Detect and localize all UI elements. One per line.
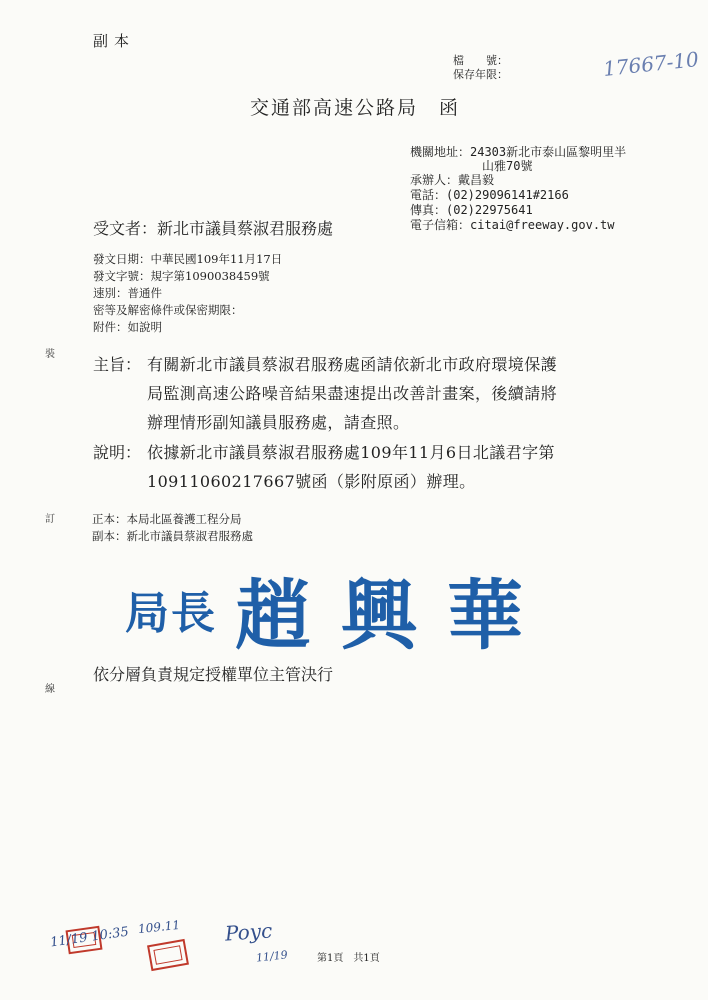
subject-line: 局監測高速公路噪音結果盡速提出改善計畫案，後續請將	[147, 384, 558, 403]
address-line-1: 機關地址：24303新北市泰山區黎明里半	[410, 145, 627, 159]
phone: 電話：(02)29096141#2166	[410, 188, 569, 202]
director-title: 局長	[125, 588, 217, 639]
secrecy-level: 密等及解密條件或保密期限：	[93, 303, 243, 317]
retention-label: 保存年限：	[453, 68, 508, 81]
address-line-2: 山雅70號	[482, 159, 533, 173]
email: 電子信箱：citai@freeway.gov.tw	[410, 218, 615, 232]
delivery-speed: 速別：普通件	[93, 286, 162, 300]
issue-date: 發文日期：中華民國109年11月17日	[93, 252, 283, 266]
document-number: 發文字號：規字第1090038459號	[93, 269, 270, 283]
binding-mark-top: 裝	[45, 349, 55, 360]
explanation-line: 10911060217667號函（影附原函）辦理。	[147, 472, 476, 491]
approval-stamp-icon	[149, 941, 186, 969]
page-info: 第1頁 共1頁	[317, 953, 380, 964]
approval-stamp	[147, 939, 189, 971]
binding-mark-bottom: 線	[45, 684, 55, 695]
handwritten-signature: Poyc	[224, 918, 273, 946]
director-name: 趙興華	[235, 571, 553, 660]
file-number-label: 檔 號：	[453, 54, 508, 67]
handwritten-receipt-time: 11/19 10:35	[49, 924, 130, 951]
explanation-label: 說明：	[93, 443, 142, 462]
subject-line: 辦理情形副知議員服務處，請查照。	[147, 413, 410, 432]
handler: 承辦人：戴昌毅	[410, 173, 495, 187]
original-recipient: 正本：本局北區養護工程分局	[92, 512, 242, 526]
copy-recipient: 副本：新北市議員蔡淑君服務處	[92, 529, 253, 543]
document-title: 交通部高速公路局 函	[250, 97, 461, 119]
copy-mark: 副本	[93, 32, 136, 50]
attachment: 附件：如說明	[93, 320, 162, 334]
explanation-line: 依據新北市議員蔡淑君服務處109年11月6日北議君字第	[147, 443, 555, 462]
authority-note: 依分層負責規定授權單位主管決行	[93, 665, 334, 684]
handwritten-number: 17667-10	[602, 47, 700, 81]
subject-line: 有關新北市議員蔡淑君服務處函請依新北市政府環境保護	[147, 355, 558, 374]
binding-mark-middle: 訂	[45, 514, 55, 525]
recipient: 受文者：新北市議員蔡淑君服務處	[93, 219, 334, 238]
handwritten-date: 109.11	[137, 917, 181, 937]
fax: 傳真：(02)22975641	[410, 203, 533, 217]
handwritten-signature-date: 11/19	[255, 948, 289, 965]
subject-label: 主旨：	[93, 355, 142, 374]
